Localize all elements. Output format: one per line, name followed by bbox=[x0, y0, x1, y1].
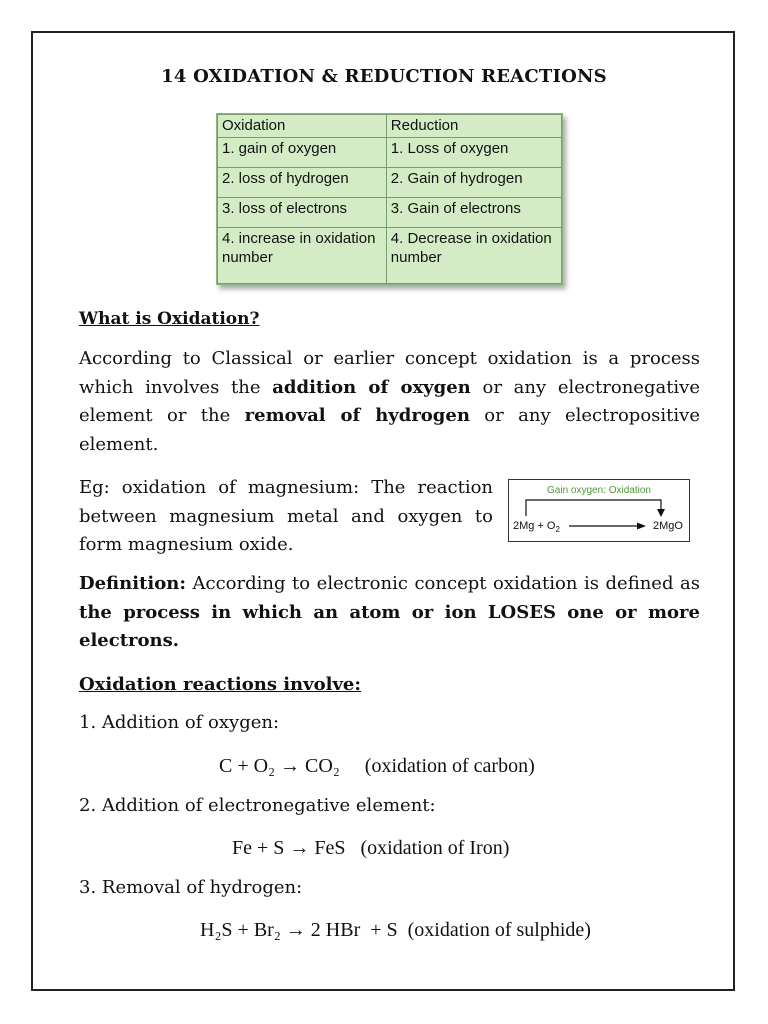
reaction-equation: C + O₂ → CO₂ (oxidation of carbon) bbox=[219, 755, 535, 777]
paragraph-text: According to Classical or earlier concept oxidation is a process which involves the bbox=[79, 348, 700, 398]
classical-concept-paragraph bbox=[79, 345, 700, 459]
table-row bbox=[218, 228, 562, 284]
definition-text: According to electronic concept oxidation is defined as bbox=[185, 573, 700, 594]
table-row bbox=[218, 198, 562, 228]
table-cell: 1. Loss of oxygen bbox=[386, 138, 561, 168]
emphasis-removal-of-hydrogen: removal of hydrogen bbox=[244, 405, 470, 426]
reactant-subscript: 2 bbox=[555, 525, 560, 535]
diagram-reactants bbox=[513, 520, 560, 534]
table-header-reduction: Reduction bbox=[386, 115, 561, 138]
table-header-oxidation: Oxidation bbox=[218, 115, 387, 138]
magnesium-example-text: Eg: oxidation of magnesium: The reaction between magnesium metal and oxygen to form magnesium oxide. bbox=[79, 477, 493, 555]
table-row bbox=[218, 138, 562, 168]
paragraph-text: or any electronegative element or the bbox=[79, 376, 701, 426]
definition-label: Definition: bbox=[79, 573, 186, 594]
oxidation-reactions-heading: Oxidation reactions involve: bbox=[79, 674, 361, 695]
table-cell: 4. increase in oxidation number bbox=[218, 228, 387, 284]
page-title: 14 OXIDATION & REDUCTION REACTIONS bbox=[161, 66, 607, 87]
what-is-oxidation-heading: What is Oxidation? bbox=[79, 309, 260, 329]
table-cell: 2. Gain of hydrogen bbox=[386, 168, 561, 198]
reaction-equation: Fe + S → FeS (oxidation of Iron) bbox=[232, 837, 510, 859]
table-cell: 4. Decrease in oxidation number bbox=[386, 228, 561, 284]
table-header-row bbox=[218, 115, 562, 138]
emphasis-addition-of-oxygen: addition of oxygen bbox=[272, 376, 471, 398]
definition-paragraph bbox=[79, 570, 700, 656]
table-cell: 3. Gain of electrons bbox=[386, 198, 561, 228]
magnesium-oxidation-diagram bbox=[508, 479, 690, 542]
diagram-gain-oxygen-label: Gain oxygen: Oxidation bbox=[547, 485, 651, 496]
table-cell: 2. loss of hydrogen bbox=[218, 168, 387, 198]
reaction-equation: H₂S + Br₂ → 2 HBr + S (oxidation of sulphide) bbox=[200, 919, 591, 941]
reaction-item-label: 1. Addition of oxygen: bbox=[79, 712, 280, 733]
comparison-table bbox=[216, 113, 563, 285]
reaction-item-label: 3. Removal of hydrogen: bbox=[79, 877, 303, 898]
definition-emphasis: the process in which an atom or ion LOSES one or more electrons. bbox=[79, 601, 700, 651]
table-row bbox=[218, 168, 562, 198]
paragraph-text: or any electropositive element. bbox=[79, 405, 700, 455]
reaction-item-label: 2. Addition of electronegative element: bbox=[79, 795, 436, 816]
reactant-text: 2Mg + O bbox=[513, 520, 556, 532]
table-cell: 1. gain of oxygen bbox=[218, 138, 387, 168]
table-cell: 3. loss of electrons bbox=[218, 198, 387, 228]
diagram-product: 2MgO bbox=[653, 520, 683, 532]
